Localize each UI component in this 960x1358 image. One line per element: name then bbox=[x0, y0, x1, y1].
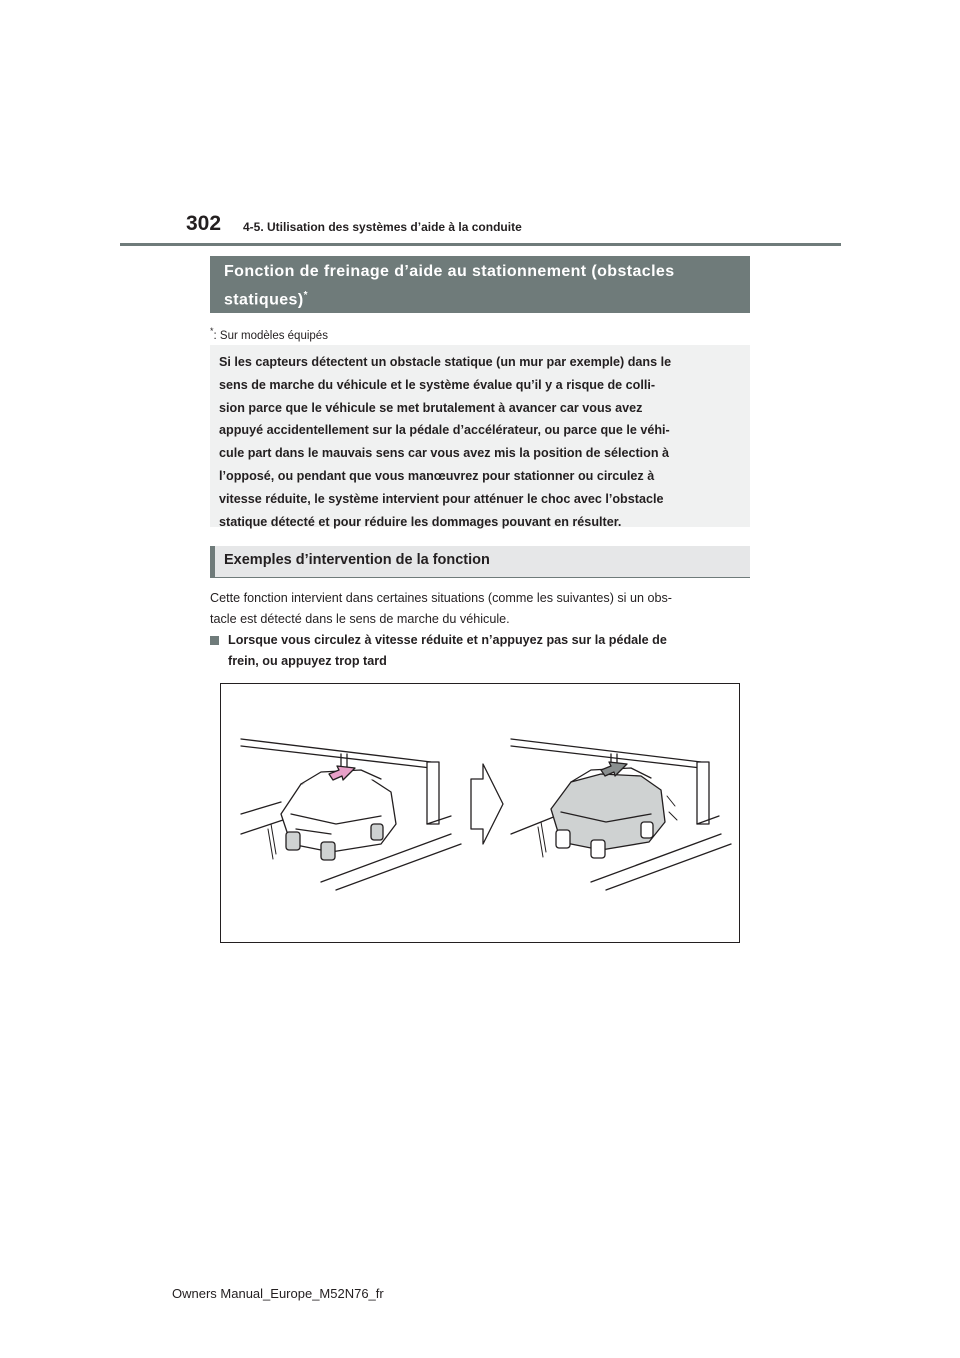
parking-illustration bbox=[221, 684, 739, 942]
bullet-line: frein, ou appuyez trop tard bbox=[228, 653, 387, 668]
title-footnote-marker: * bbox=[303, 290, 308, 301]
body-line: Cette fonction intervient dans certaines situations (comme les suivantes) si un obs- bbox=[210, 591, 672, 605]
summary-line: vitesse réduite, le système intervient pour atténuer le choc avec l’obstacle bbox=[219, 491, 664, 506]
illustration-frame bbox=[220, 683, 740, 943]
summary-line: statique détecté et pour réduire les dommages pouvant en résulter. bbox=[219, 514, 622, 529]
section-label: 4-5. Utilisation des systèmes d’aide à la conduite bbox=[243, 220, 522, 234]
footnote-text: : Sur modèles équipés bbox=[213, 329, 328, 342]
summary-line: sion parce que le véhicule se met brutalement à avancer car vous avez bbox=[219, 400, 643, 415]
summary-line: appuyé accidentellement sur la pédale d’accélérateur, ou parce que le véhi- bbox=[219, 423, 670, 438]
car-left bbox=[268, 770, 396, 860]
section-title: Fonction de freinage d’aide au stationnement (obstacles statiques) bbox=[224, 263, 675, 309]
summary-line: cule part dans le mauvais sens car vous avez mis la position de sélection à bbox=[219, 446, 670, 461]
body-line: tacle est détecté dans le sens de marche du véhicule. bbox=[210, 611, 510, 626]
transition-arrow-icon bbox=[471, 764, 503, 844]
section-title-banner bbox=[210, 256, 750, 313]
footnote-marker: * bbox=[210, 326, 214, 336]
bullet-item bbox=[210, 630, 750, 671]
summary-line: sens de marche du véhicule et le système évalue qu’il y a risque de colli- bbox=[219, 377, 656, 392]
summary-box bbox=[210, 345, 750, 527]
summary-line: Si les capteurs détectent un obstacle statique (un mur par exemple) dans le bbox=[219, 355, 672, 369]
car-right bbox=[538, 768, 677, 858]
subsection-heading: Exemples d’intervention de la fonction bbox=[210, 546, 750, 577]
header-rule bbox=[120, 243, 841, 246]
footnote bbox=[210, 326, 328, 342]
bullet-line: Lorsque vous circulez à vitesse réduite et n’appuyez pas sur la pédale de bbox=[228, 633, 667, 647]
footer-text: Owners Manual_Europe_M52N76_fr bbox=[172, 1286, 384, 1301]
summary-line: l’opposé, ou pendant que vous manœuvrez pour stationner ou circulez à bbox=[219, 468, 655, 483]
square-bullet-icon bbox=[210, 636, 219, 645]
subsection-rule bbox=[210, 577, 750, 578]
page-number: 302 bbox=[186, 212, 222, 235]
body-paragraph bbox=[210, 588, 750, 629]
